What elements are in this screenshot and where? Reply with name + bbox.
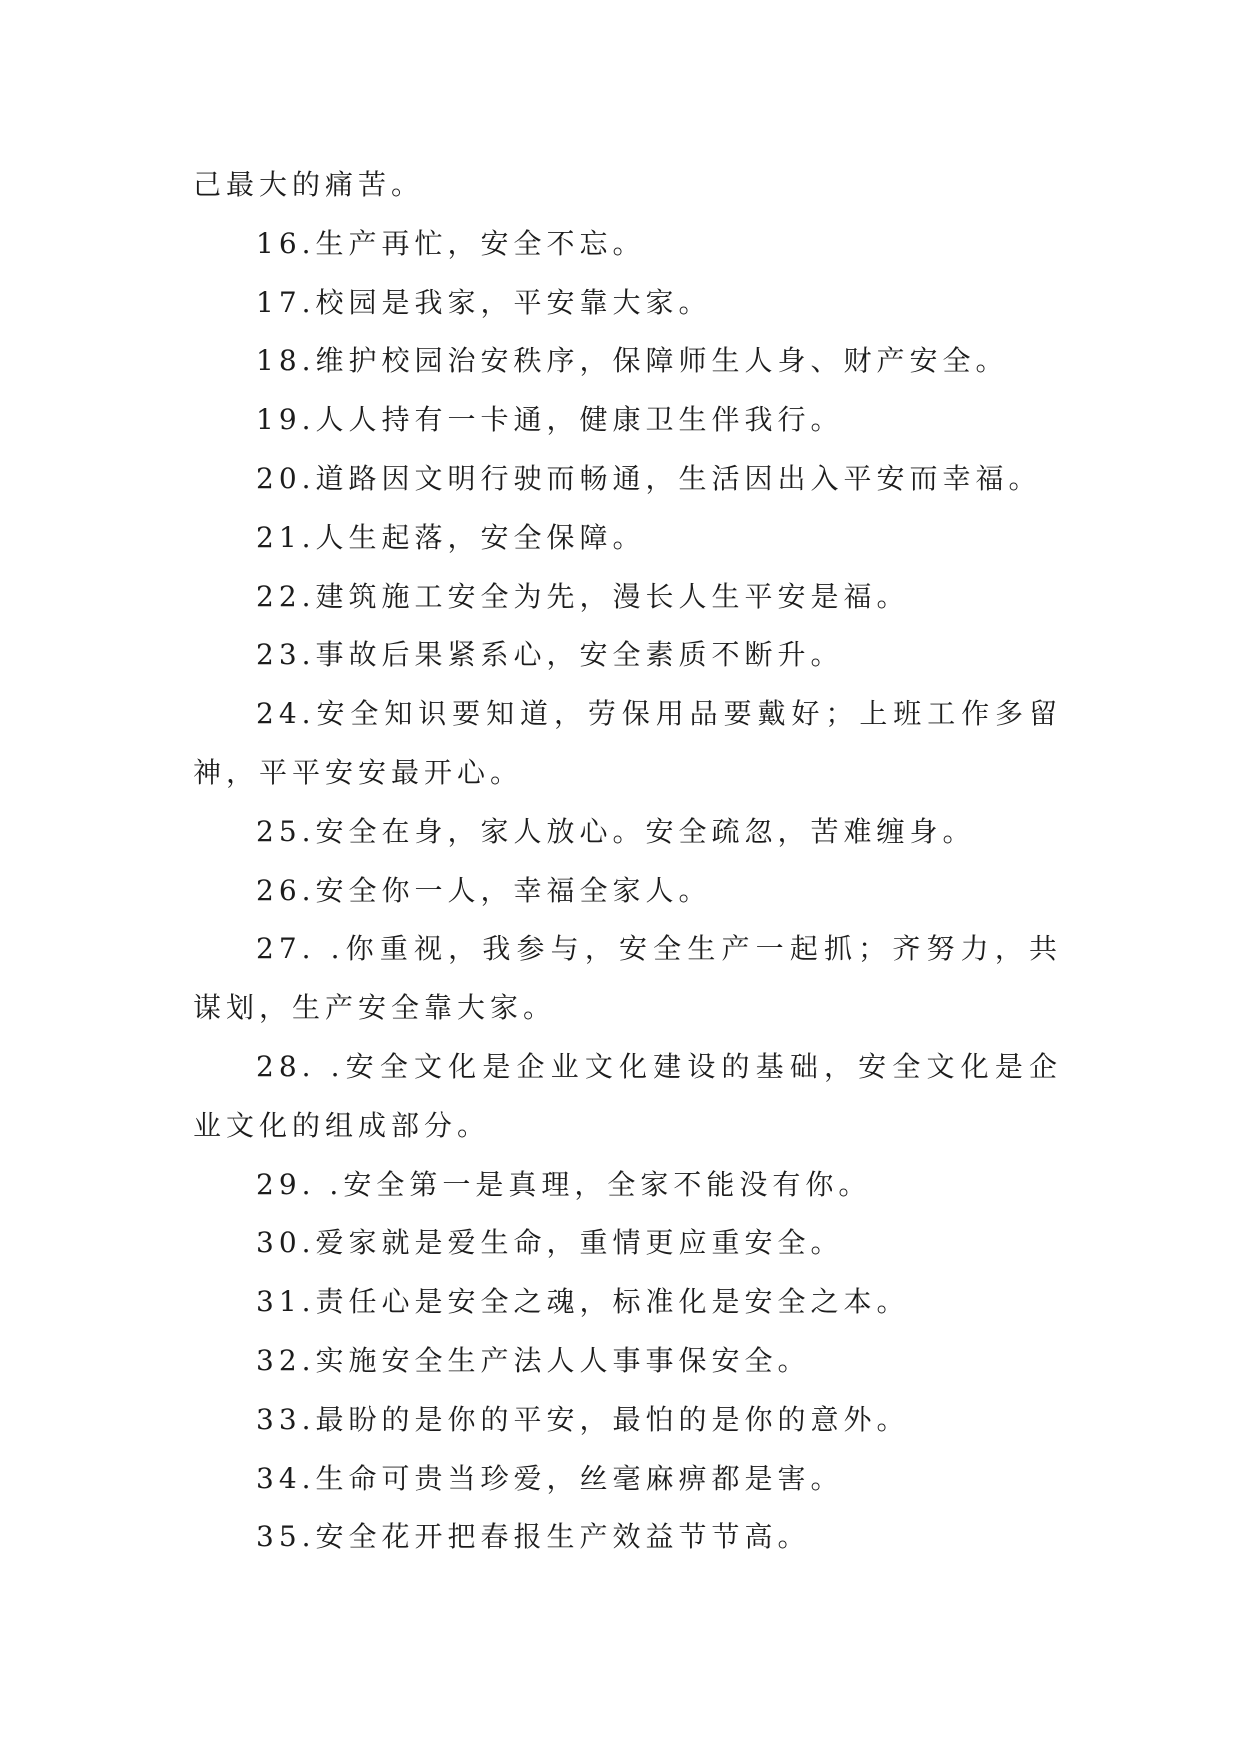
text-line: 22.建筑施工安全为先，漫长人生平安是福。	[256, 579, 910, 613]
text-line: 谋划，生产安全靠大家。	[193, 991, 557, 1025]
text-line: 29. .安全第一是真理，全家不能没有你。	[256, 1167, 872, 1201]
list-item	[193, 920, 1062, 1038]
list-item	[193, 274, 1062, 333]
text-line: 神，平平安安最开心。	[193, 755, 524, 789]
list-item	[193, 568, 1062, 627]
text-line: 19.人人持有一卡通，健康卫生伴我行。	[256, 403, 844, 437]
text-line: 18.维护校园治安秩序，保障师生人身、财产安全。	[256, 344, 1009, 378]
text-line: 32.实施安全生产法人人事事保安全。	[256, 1343, 811, 1377]
list-item	[193, 215, 1062, 274]
text-line: 20.道路因文明行驶而畅通，生活因出入平安而幸福。	[256, 461, 1042, 495]
text-line: 26.安全你一人，幸福全家人。	[256, 873, 712, 907]
text-line: 25.安全在身，家人放心。安全疏忽，苦难缠身。	[256, 814, 976, 848]
text-line: 业文化的组成部分。	[193, 1108, 491, 1142]
list-item	[193, 1332, 1062, 1391]
text-line: 21.人生起落，安全保障。	[256, 520, 646, 554]
list-item	[193, 803, 1062, 862]
list-item	[193, 391, 1062, 450]
list-item	[193, 685, 1062, 803]
list-item	[193, 509, 1062, 568]
text-line: 33.最盼的是你的平安，最怕的是你的意外。	[256, 1402, 910, 1436]
list-item	[193, 332, 1062, 391]
list-item	[193, 1273, 1062, 1332]
text-line: 28. .安全文化是企业文化建设的基础，安全文化是企	[256, 1049, 1062, 1083]
list-item	[193, 626, 1062, 685]
list-item	[193, 1038, 1062, 1156]
text-line: 34.生命可贵当珍爱，丝毫麻痹都是害。	[256, 1461, 844, 1495]
list-item	[193, 862, 1062, 921]
text-line: 31.责任心是安全之魂，标准化是安全之本。	[256, 1285, 910, 1319]
text-line: 己最大的痛苦。	[193, 168, 425, 201]
list-item	[193, 1508, 1062, 1567]
text-body	[193, 156, 1062, 1567]
text-line: 16.生产再忙，安全不忘。	[256, 226, 646, 260]
text-line: 17.校园是我家，平安靠大家。	[256, 285, 712, 319]
text-line: 24.安全知识要知道，劳保用品要戴好；上班工作多留	[256, 697, 1062, 731]
text-line: 23.事故后果紧系心，安全素质不断升。	[256, 638, 844, 672]
text-line: 35.安全花开把春报生产效益节节高。	[256, 1520, 811, 1554]
text-line: 30.爱家就是爱生命，重情更应重安全。	[256, 1226, 844, 1260]
text-line: 27. .你重视，我参与，安全生产一起抓；齐努力，共	[256, 932, 1062, 966]
list-item	[193, 450, 1062, 509]
paragraph-continuation	[193, 156, 1062, 215]
list-item	[193, 1214, 1062, 1273]
list-item	[193, 1391, 1062, 1450]
list-item	[193, 1156, 1062, 1215]
list-item	[193, 1450, 1062, 1509]
